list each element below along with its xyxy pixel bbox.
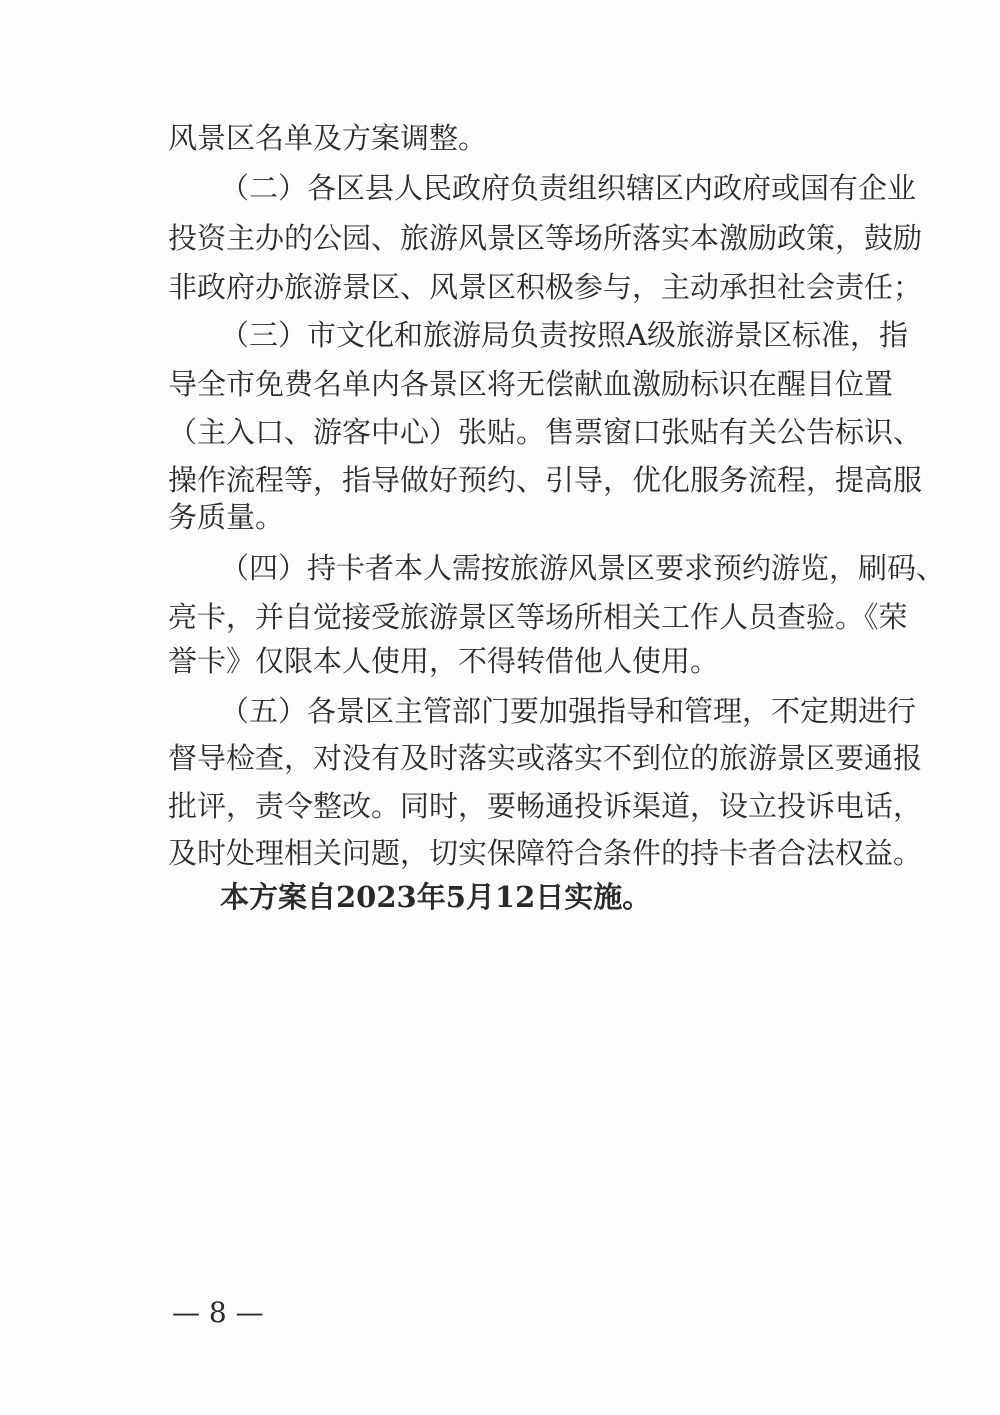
paragraph-line-8: 操作流程等，指导做好预约、引导，优化服务流程，提高服 bbox=[168, 463, 923, 497]
paragraph-line-2: （二）各区县人民政府负责组织辖区内政府或国有企业 bbox=[220, 171, 917, 205]
paragraph-line-9: 务质量。 bbox=[168, 500, 285, 534]
paragraph-line-16: 及时处理相关问题，切实保障符合条件的持卡者合法权益。 bbox=[168, 836, 923, 870]
effective-date-line: 本方案自2023年5月12日实施。 bbox=[220, 880, 652, 914]
paragraph-line-3: 投资主办的公园、旅游风景区等场所落实本激励政策，鼓励 bbox=[168, 221, 923, 255]
paragraph-line-5: （三）市文化和旅游局负责按照A级旅游景区标准，指 bbox=[220, 318, 908, 352]
paragraph-line-10: （四）持卡者本人需按旅游风景区要求预约游览，刷码、 bbox=[220, 551, 946, 585]
paragraph-line-7: （主入口、游客中心）张贴。售票窗口张贴有关公告标识、 bbox=[168, 415, 923, 449]
paragraph-line-12: 誉卡》仅限本人使用，不得转借他人使用。 bbox=[168, 644, 720, 678]
paragraph-line-4: 非政府办旅游景区、风景区积极参与，主动承担社会责任； bbox=[168, 270, 923, 304]
paragraph-line-1: 风景区名单及方案调整。 bbox=[168, 121, 488, 155]
paragraph-line-15: 批评，责令整改。同时，要畅通投诉渠道，设立投诉电话， bbox=[168, 789, 923, 823]
paragraph-line-6: 导全市免费名单内各景区将无偿献血激励标识在醒目位置 bbox=[168, 367, 894, 401]
page-number: — 8 — bbox=[172, 1296, 264, 1329]
paragraph-line-13: （五）各景区主管部门要加强指导和管理，不定期进行 bbox=[220, 694, 917, 728]
paragraph-line-14: 督导检查，对没有及时落实或落实不到位的旅游景区要通报 bbox=[168, 741, 923, 775]
paragraph-line-11: 亮卡，并自觉接受旅游景区等场所相关工作人员查验。《荣 bbox=[168, 600, 908, 634]
